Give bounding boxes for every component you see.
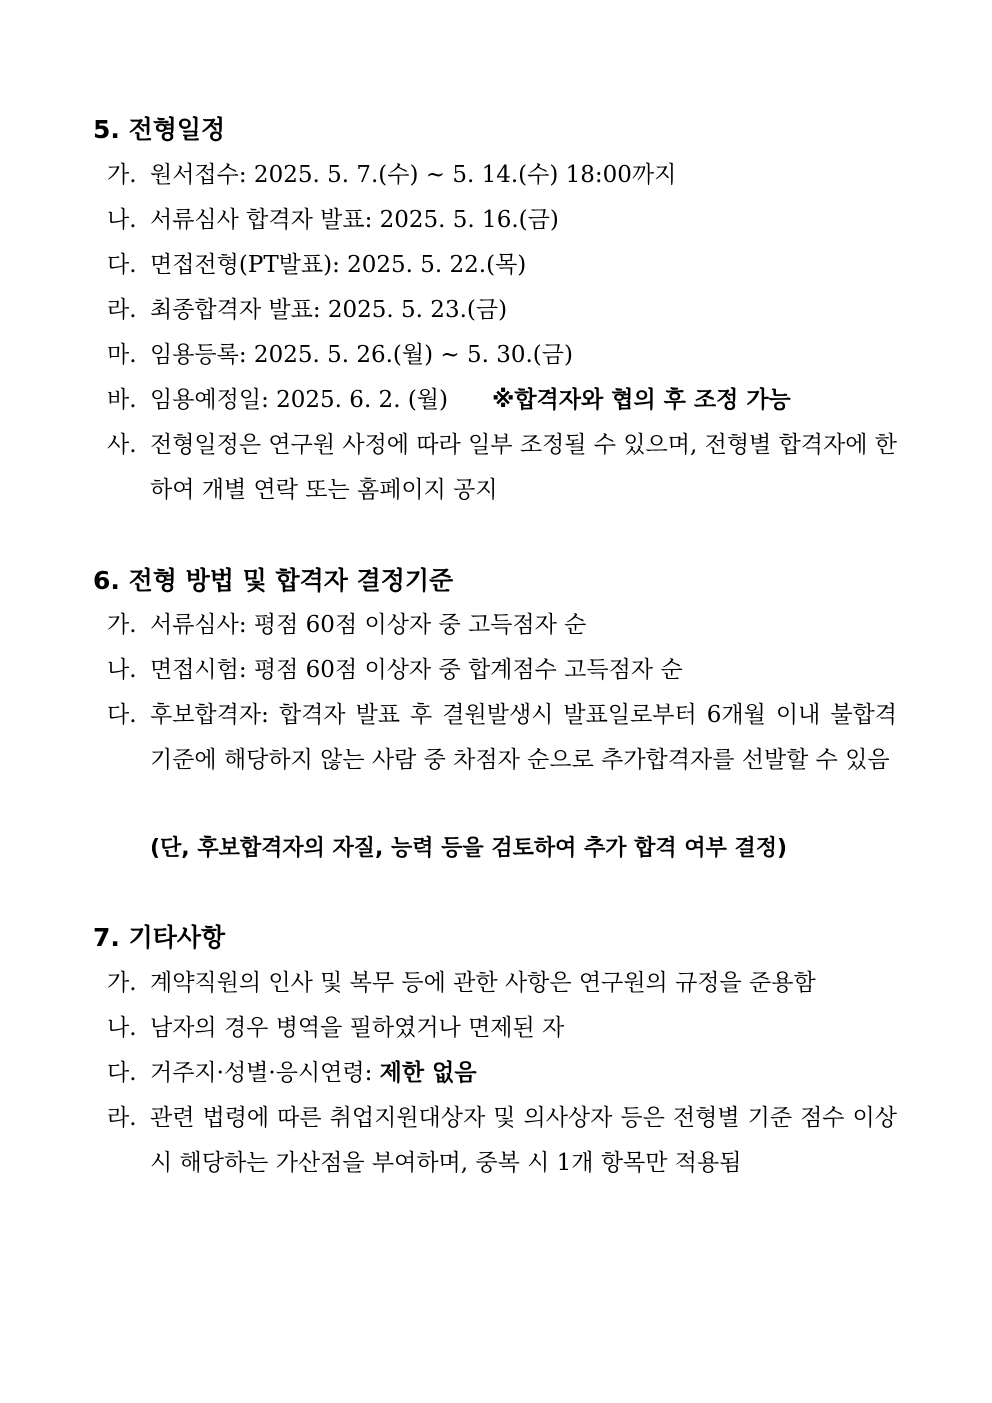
item-marker: 라. — [107, 1105, 137, 1131]
schedule-item-ga — [107, 153, 897, 198]
schedule-item-na — [107, 198, 897, 243]
item-marker: 다. — [107, 1060, 137, 1086]
item-marker: 사. — [107, 432, 137, 458]
schedule-item-ba — [107, 378, 897, 423]
misc-item-na — [107, 1006, 897, 1051]
item-marker: 가. — [107, 970, 137, 996]
method-note: (단, 후보합격자의 자질, 능력 등을 검토하여 추가 합격 여부 결정) — [150, 836, 788, 861]
item-text: 서류심사 합격자 발표: 2025. 5. 16.(금) — [150, 207, 559, 233]
item-text: 면접전형(PT발표): 2025. 5. 22.(목) — [150, 252, 527, 278]
schedule-item-ma — [107, 333, 897, 378]
item-text: 관련 법령에 따른 취업지원대상자 및 의사상자 등은 전형별 기준 점수 이상 시 해당하는 가산점을 부여하며, 중복 시 1개 항목만 적용됨 — [150, 1105, 897, 1176]
section-5-heading: 5. 전형일정 — [93, 115, 226, 144]
item-marker: 가. — [107, 162, 137, 188]
item-text: 임용예정일: 2025. 6. 2. (월) — [150, 387, 448, 413]
item-text: 임용등록: 2025. 5. 26.(월) ~ 5. 30.(금) — [150, 342, 573, 368]
item-text: 거주지·성별·응시연령: — [150, 1060, 380, 1086]
item-marker: 다. — [107, 702, 137, 728]
misc-item-ra — [107, 1096, 897, 1186]
item-text: 원서접수: 2025. 5. 7.(수) ~ 5. 14.(수) 18:00까지 — [150, 162, 677, 188]
item-emphasis: 제한 없음 — [379, 1060, 477, 1086]
schedule-item-sa — [107, 423, 897, 513]
item-text: 계약직원의 인사 및 복무 등에 관한 사항은 연구원의 규정을 준용함 — [150, 970, 816, 996]
item-text: 전형일정은 연구원 사정에 따라 일부 조정될 수 있으며, 전형별 합격자에 한하여 개별 연락 또는 홈페이지 공지 — [150, 432, 897, 503]
section-7-heading: 7. 기타사항 — [93, 923, 226, 952]
item-body — [150, 1051, 897, 1096]
item-text: 최종합격자 발표: 2025. 5. 23.(금) — [150, 297, 508, 323]
section-6-heading: 6. 전형 방법 및 합격자 결정기준 — [93, 566, 454, 595]
misc-item-da — [107, 1051, 897, 1096]
item-marker: 나. — [107, 657, 137, 683]
item-marker: 라. — [107, 297, 137, 323]
item-text: 남자의 경우 병역을 필하였거나 면제된 자 — [150, 1015, 565, 1041]
method-item-na — [107, 648, 897, 693]
item-body — [150, 378, 897, 423]
item-marker: 다. — [107, 252, 137, 278]
misc-item-ga — [107, 961, 897, 1006]
item-text: 면접시험: 평점 60점 이상자 중 합계점수 고득점자 순 — [150, 657, 683, 683]
item-marker: 마. — [107, 342, 137, 368]
item-marker: 나. — [107, 1015, 137, 1041]
method-item-ga — [107, 603, 897, 648]
item-text: 후보합격자: 합격자 발표 후 결원발생시 발표일로부터 6개월 이내 불합격 기준에 해당하지 않는 사람 중 차점자 순으로 추가합격자를 선발할 수 있음 — [150, 702, 897, 773]
schedule-item-da — [107, 243, 897, 288]
method-item-da — [107, 693, 897, 783]
item-text: 서류심사: 평점 60점 이상자 중 고득점자 순 — [150, 612, 587, 638]
item-marker: 가. — [107, 612, 137, 638]
item-marker: 바. — [107, 387, 137, 413]
item-note: ※합격자와 협의 후 조정 가능 — [491, 387, 791, 413]
item-marker: 나. — [107, 207, 137, 233]
schedule-item-ra — [107, 288, 897, 333]
